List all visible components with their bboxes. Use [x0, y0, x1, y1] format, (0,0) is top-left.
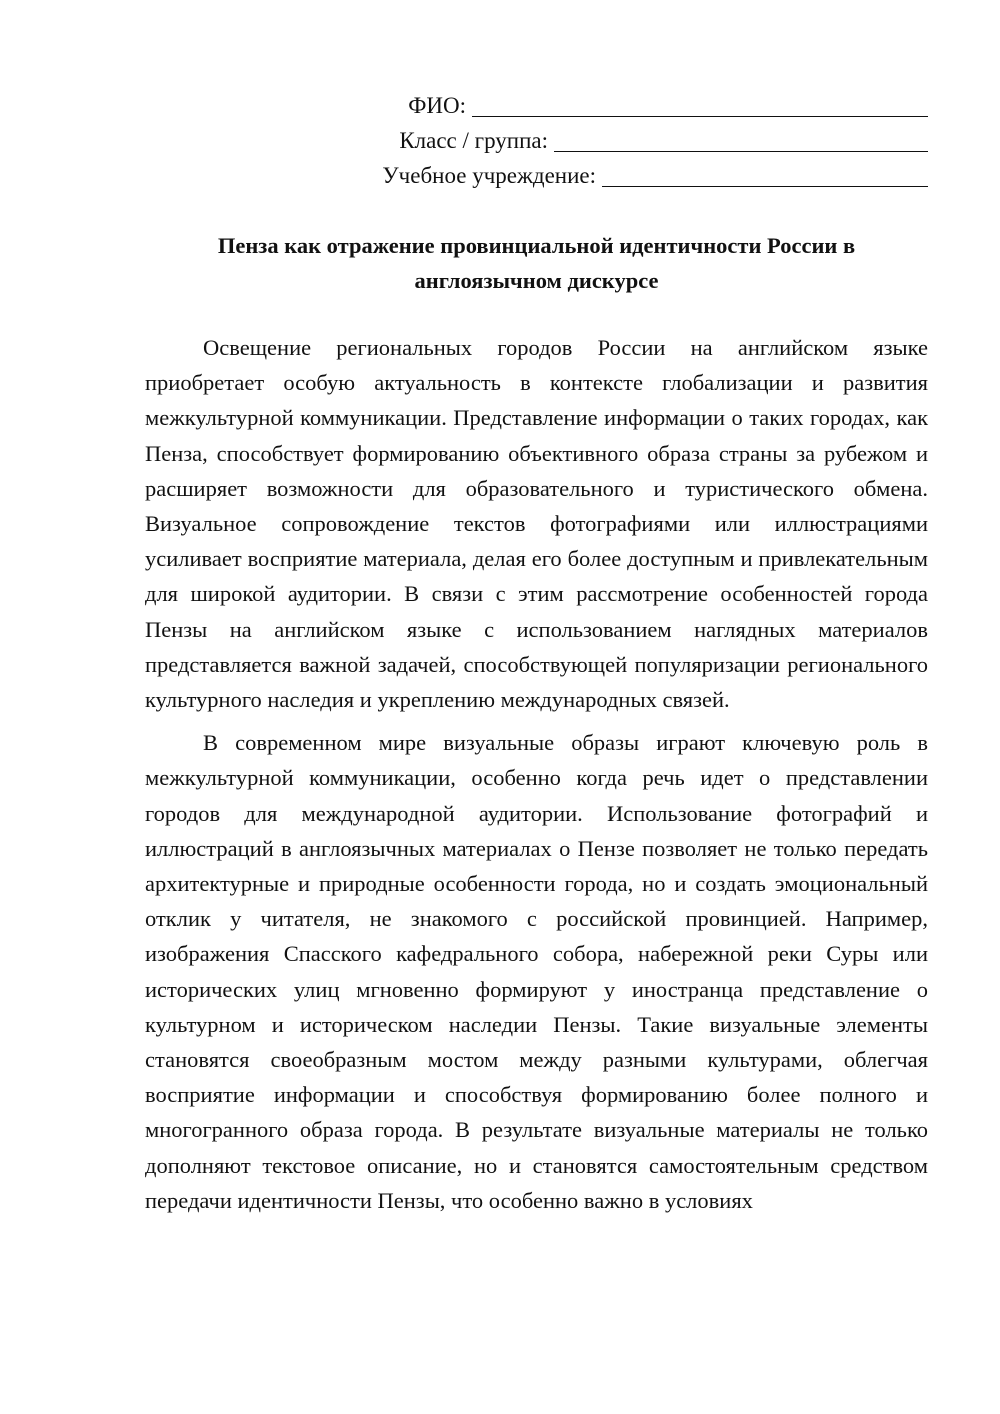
title-line-2: англоязычном дискурсе: [414, 268, 659, 293]
name-field-label: ФИО:: [408, 93, 466, 118]
paragraph-1: Освещение региональных городов России на английском языке приобретает особую актуальность в контексте глобализации и развития межкультурной коммуникации. Представление информации о таких городах, как Пенза, способствует формированию объективного образа страны за рубежом и расширяет возможности для образовательного и туристического обмена. Визуальное сопровождение текстов фотографиями или иллюстрациями усиливает восприятие материала, делая его более доступным и привлекательным для широкой аудитории. В связи с этим рассмотрение особенностей города Пензы на английском языке с использованием наглядных материалов представляется важной задачей, способствующей популяризации регионального культурного наследия и укреплению международных связей.: [145, 335, 928, 713]
title-line-1: Пенза как отражение провинциальной идентичности России в: [217, 233, 856, 258]
name-field-row: [328, 88, 928, 123]
student-info-fields: [328, 88, 928, 193]
name-field-blank: [472, 90, 928, 117]
paragraph-2: В современном мире визуальные образы играют ключевую роль в межкультурной коммуникации, особенно когда речь идет о представлении городов для международной аудитории. Использование фотографий и иллюстраций в англоязычных материалах о Пензе позволяет не только передать архитектурные и природные особенности города, но и создать эмоциональный отклик у читателя, не знакомого с российской провинцией. Например, изображения Спасского кафедрального собора, набережной реки Суры или исторических улиц мгновенно формируют у иностранца представление о культурном и историческом наследии Пензы. Такие визуальные элементы становятся своеобразным мостом между разными культурами, облегчая восприятие информации и способствуя формированию более полного и многогранного образа города. В результате визуальные материалы не только дополняют текстовое описание, но и становятся самостоятельным средством передачи идентичности Пензы, что особенно важно в условиях: [145, 730, 928, 1213]
document-title: [145, 228, 928, 298]
institution-field-blank: [602, 160, 928, 187]
class-field-row: [328, 123, 928, 158]
document-body: [145, 330, 928, 1226]
class-field-label: Класс / группа:: [399, 128, 548, 153]
institution-field-label: Учебное учреждение:: [382, 163, 596, 188]
institution-field-row: [328, 158, 928, 193]
class-field-blank: [554, 125, 928, 152]
